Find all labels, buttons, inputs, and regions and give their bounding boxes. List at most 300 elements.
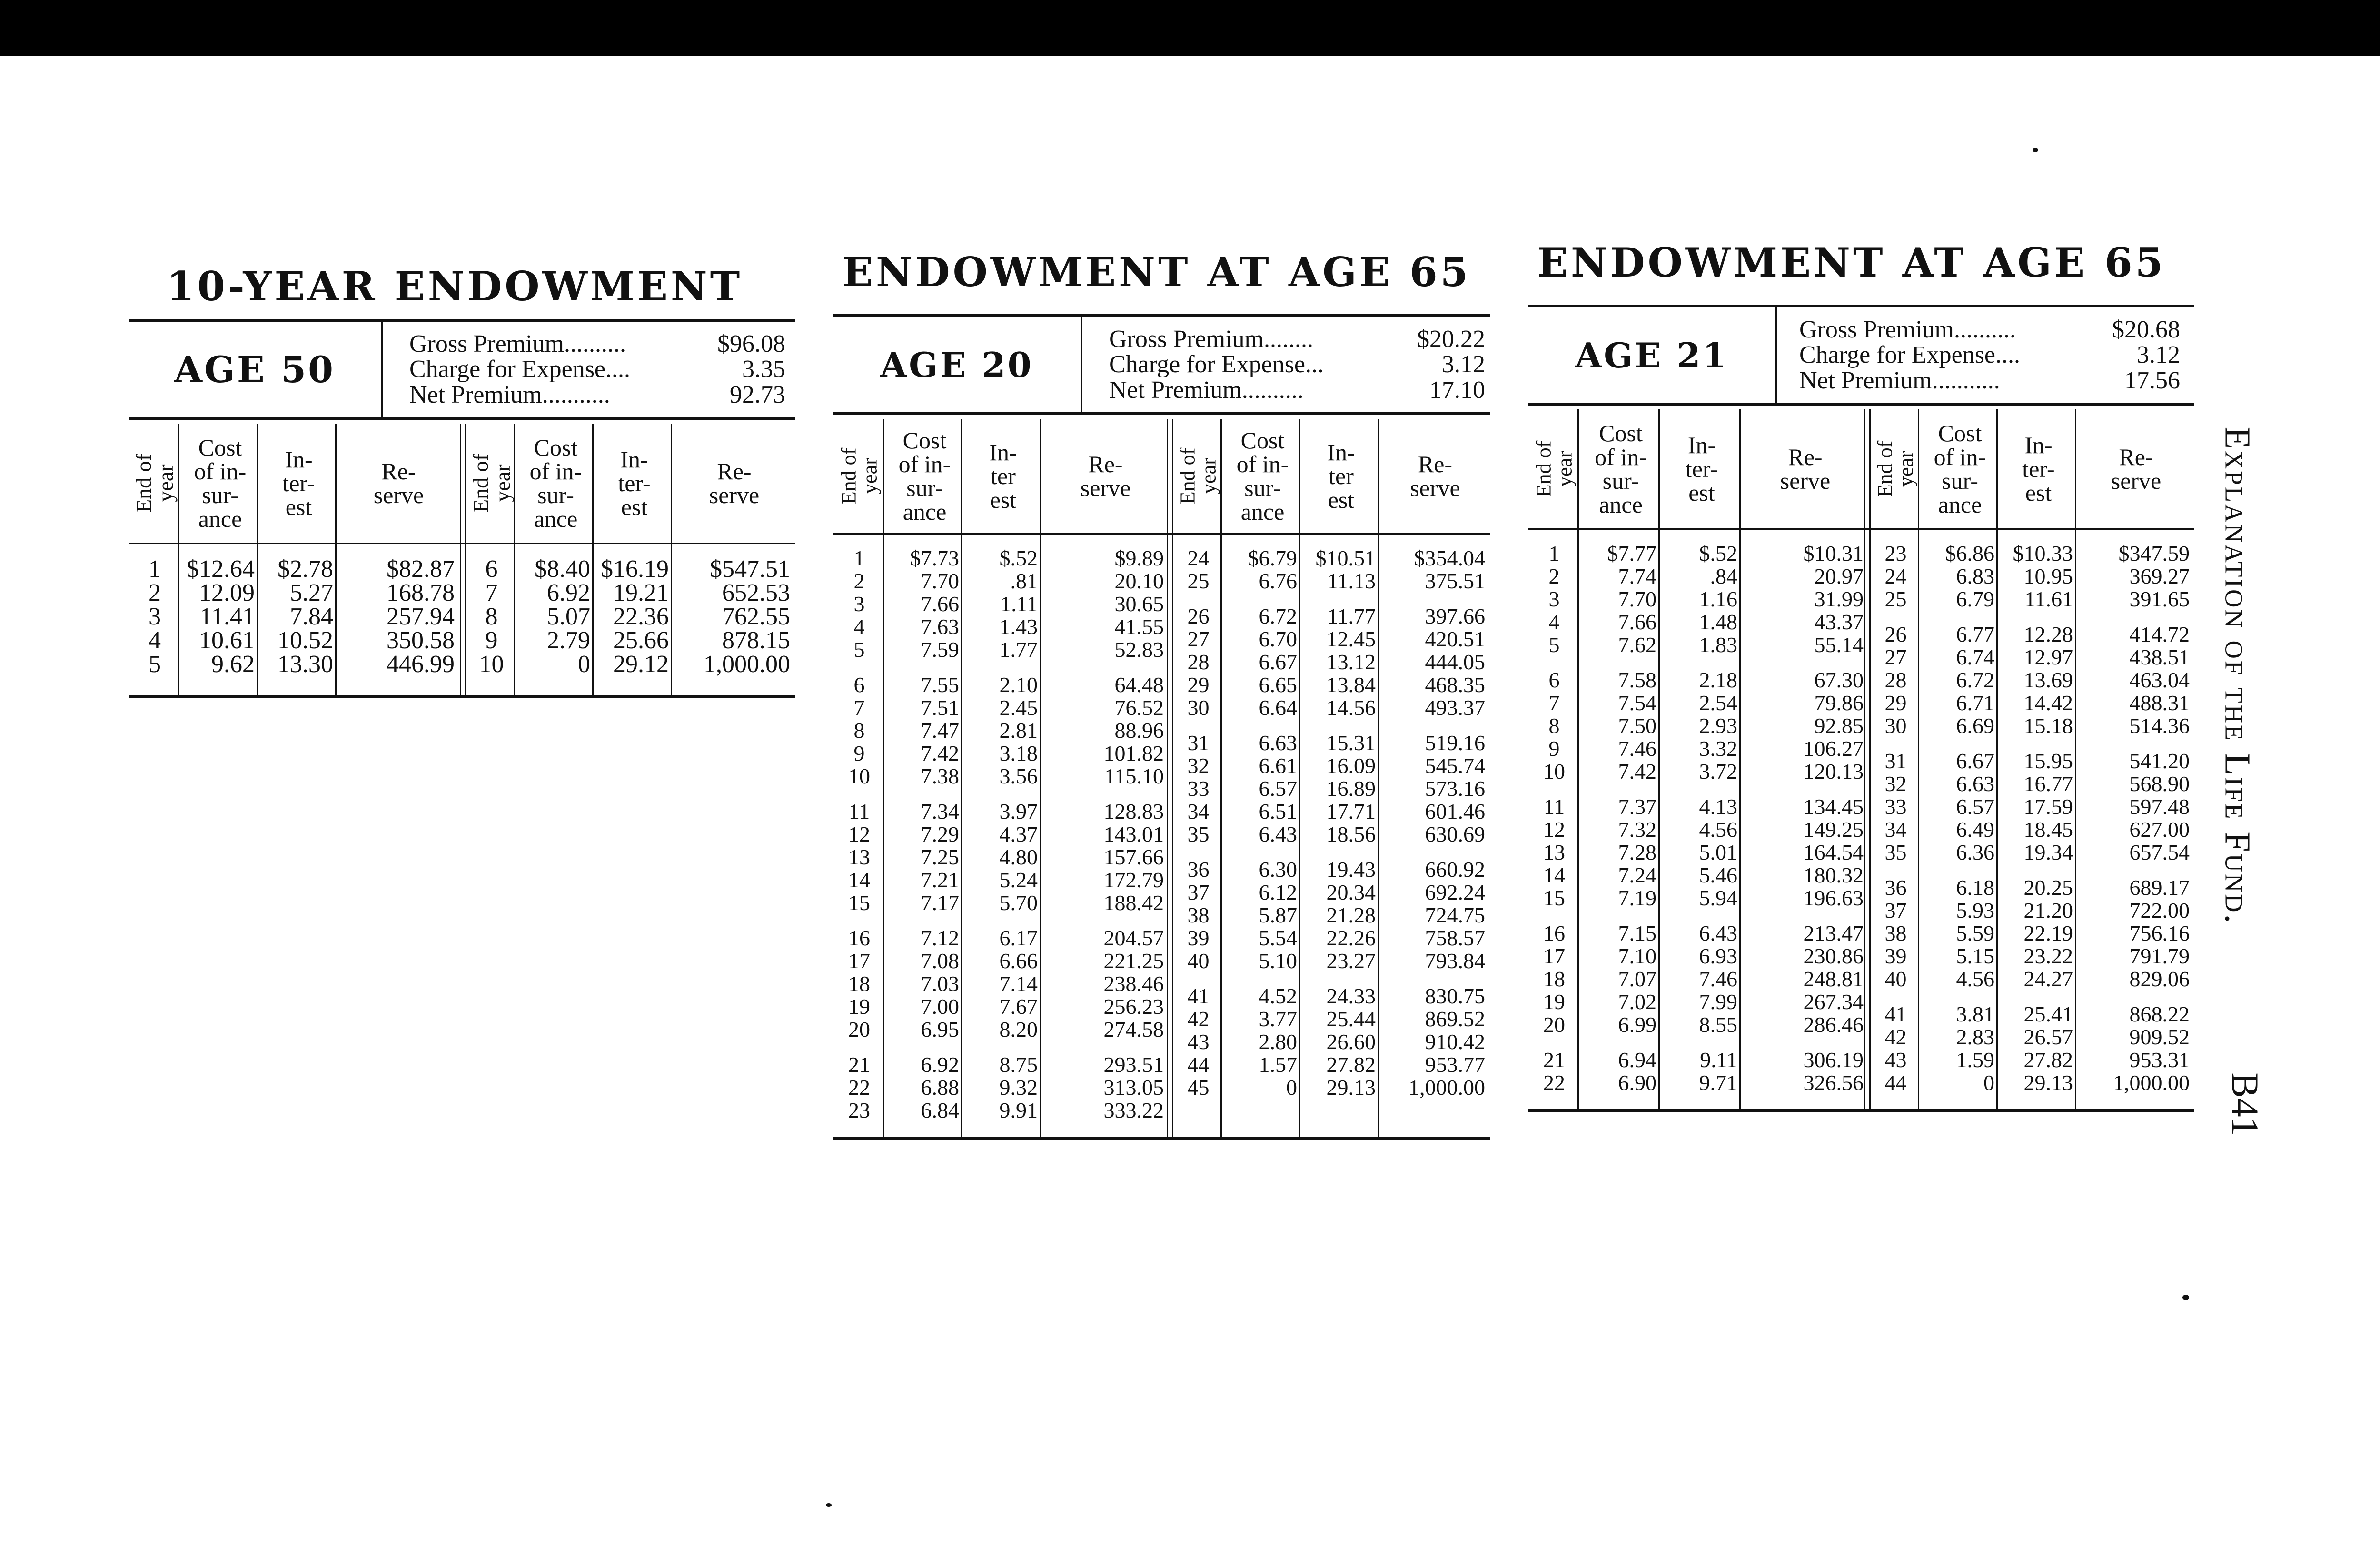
table-cell-res: 1,000.00 — [2113, 1070, 2190, 1095]
table-cell-eoy: 3 — [149, 603, 161, 630]
table-cell-res: 43.37 — [1814, 610, 1864, 634]
table-cell-res: 630.69 — [1425, 822, 1485, 846]
table-cell-int: 11.13 — [1327, 569, 1376, 593]
charge-for-expense-row — [1109, 352, 1485, 377]
table-cell-int: 1.16 — [1699, 587, 1737, 611]
net-premium-value: 17.10 — [1429, 376, 1485, 404]
table-cell-int: 12.45 — [1326, 627, 1376, 651]
table-cell-int: 11.77 — [1327, 604, 1376, 628]
table-cell-cost: 7.74 — [1618, 564, 1656, 588]
table-cell-int: 5.01 — [1699, 840, 1737, 864]
col-header-int: In- ter- est — [282, 446, 315, 520]
table-cell-eoy: 42 — [1884, 1025, 1907, 1049]
gross-premium-label: Gross Premium.......... — [1799, 316, 2016, 344]
table-cell-cost: 5.10 — [1259, 949, 1297, 973]
net-premium-label: Net Premium........... — [1799, 367, 2000, 394]
table-cell-eoy: 11 — [1543, 794, 1565, 819]
net-premium-value: 92.73 — [730, 381, 785, 408]
table-cell-cost: 6.63 — [1956, 772, 1994, 796]
table-cell-eoy: 33 — [1884, 794, 1907, 819]
table-cell-cost: $7.73 — [910, 546, 959, 570]
table-cell-int: 14.42 — [2023, 691, 2073, 715]
table-cell-res: 756.16 — [2129, 921, 2190, 945]
col-header-res: Re- serve — [1780, 444, 1831, 494]
table-cell-int: 20.34 — [1326, 880, 1376, 904]
table-cell-cost: $6.79 — [1248, 546, 1297, 570]
table-cell-eoy: 11 — [848, 799, 870, 823]
table-cell-cost: 3.81 — [1956, 1002, 1994, 1026]
table-cell-cost: 7.28 — [1618, 840, 1656, 864]
table-cell-eoy: 31 — [1884, 749, 1907, 773]
table-cell-cost: 6.74 — [1956, 645, 1994, 669]
table-cell-int: 21.20 — [2023, 898, 2073, 922]
table-cell-eoy: 28 — [1187, 650, 1210, 674]
col-header-res: Re- serve — [2111, 444, 2162, 494]
table-cell-int: 15.18 — [2023, 714, 2073, 738]
table-cell-cost: 7.34 — [921, 799, 959, 823]
table-cell-int: 29.12 — [613, 651, 669, 678]
table-cell-eoy: 37 — [1187, 880, 1210, 904]
age-label: AGE 21 — [1528, 307, 1777, 403]
table-cell-eoy: 33 — [1187, 776, 1210, 801]
table-cell-res: 101.82 — [1103, 741, 1164, 765]
table-cell-eoy: 16 — [848, 926, 870, 950]
table-cell-int: 5.70 — [999, 891, 1038, 915]
table-cell-eoy: 6 — [853, 673, 865, 697]
table-cell-eoy: 9 — [1548, 736, 1560, 761]
table-cell-int: 8.20 — [999, 1017, 1038, 1041]
table-cell-res: 149.25 — [1803, 817, 1864, 842]
table-cell-res: 1,000.00 — [1408, 1075, 1485, 1100]
table-cell-eoy: 12 — [1543, 817, 1565, 842]
table-cell-res: 188.42 — [1103, 891, 1164, 915]
table-cell-int: 2.81 — [999, 718, 1038, 743]
table-cell-cost: 12.09 — [199, 579, 255, 606]
table-cell-res: 115.10 — [1104, 764, 1164, 788]
table-cell-int: 2.10 — [999, 673, 1038, 697]
table-cell-int: $16.19 — [601, 555, 669, 583]
table-cell-cost: 6.61 — [1259, 753, 1297, 778]
table-cell-eoy: 29 — [1884, 691, 1907, 715]
column-rule — [592, 424, 594, 695]
column-rule — [178, 424, 179, 695]
table-cell-res: 31.99 — [1814, 587, 1864, 611]
table-cell-eoy: 24 — [1884, 564, 1907, 588]
table-cell-eoy: 7 — [853, 695, 865, 720]
column-rule — [1739, 409, 1741, 1109]
table-cell-res: 397.66 — [1425, 604, 1485, 628]
table-cell-eoy: 38 — [1187, 903, 1210, 927]
table-cell-int: 25.44 — [1326, 1007, 1376, 1031]
table-cell-int: 15.95 — [2023, 749, 2073, 773]
table-cell-res: 597.48 — [2129, 794, 2190, 819]
table-cell-eoy: 9 — [485, 627, 498, 654]
table-cell-res: 120.13 — [1803, 759, 1864, 783]
table-cell-int: 9.71 — [1699, 1070, 1737, 1095]
margin-title — [2209, 267, 2266, 1085]
col-header-end-of-year-text: End of year — [1532, 440, 1576, 497]
column-rule — [671, 424, 672, 695]
table-cell-res: 493.37 — [1425, 695, 1485, 720]
table-cell-res: 791.79 — [2129, 944, 2190, 968]
table-cell-eoy: 2 — [853, 569, 865, 593]
table-cell-res: 52.83 — [1114, 637, 1164, 662]
table-cell-cost: 6.84 — [921, 1098, 959, 1122]
table-cell-int: $2.78 — [278, 555, 333, 583]
col-header-int: In- ter est — [1327, 439, 1355, 513]
table-cell-cost: 6.92 — [547, 579, 590, 606]
table-cell-int: 7.46 — [1699, 967, 1737, 991]
table-cell-cost: 6.70 — [1259, 627, 1297, 651]
table-cell-res: 55.14 — [1814, 633, 1864, 657]
table-cell-int: 2.93 — [1699, 714, 1737, 738]
table-cell-cost: 5.54 — [1259, 926, 1297, 950]
table-cell-int: 19.21 — [613, 579, 669, 606]
table-bottom-rule — [129, 695, 795, 698]
table-cell-cost: 6.99 — [1618, 1012, 1656, 1037]
table-cell-int: 18.56 — [1326, 822, 1376, 846]
table-cell-int: 4.56 — [1699, 817, 1737, 842]
table-cell-cost: 2.83 — [1956, 1025, 1994, 1049]
table-cell-res: 438.51 — [2129, 645, 2190, 669]
table-cell-res: 444.05 — [1425, 650, 1485, 674]
table-cell-res: 238.46 — [1103, 971, 1164, 996]
table-cell-int: 13.30 — [278, 651, 333, 678]
scan-top-border — [0, 0, 2380, 56]
table-cell-int: 22.26 — [1326, 926, 1376, 950]
col-header-end-of-year — [1173, 419, 1223, 533]
table-cell-res: 391.65 — [2129, 587, 2190, 611]
table-cell-cost: 6.12 — [1259, 880, 1297, 904]
table-cell-res: 446.99 — [387, 651, 455, 678]
table-cell-cost: 4.56 — [1956, 967, 1994, 991]
table-cell-cost: 6.49 — [1956, 817, 1994, 842]
table-cell-eoy: 17 — [848, 949, 870, 973]
table-cell-int: 29.13 — [2023, 1070, 2073, 1095]
table-cell-int: 3.72 — [1699, 759, 1737, 783]
table-cell-res: 248.81 — [1803, 967, 1864, 991]
net-premium-value: 17.56 — [2124, 367, 2180, 394]
table-cell-int: 2.18 — [1699, 668, 1737, 692]
table-cell-cost: 6.69 — [1956, 714, 1994, 738]
table-cell-res: 601.46 — [1425, 799, 1485, 823]
table-cell-res: 76.52 — [1114, 695, 1164, 720]
column-rule — [257, 424, 258, 695]
net-premium-label: Net Premium.......... — [1109, 376, 1304, 404]
speck-mark — [2182, 1295, 2189, 1300]
table-cell-res: 333.22 — [1103, 1098, 1164, 1122]
table-cell-eoy: 3 — [853, 592, 865, 616]
table-cell-cost: 7.12 — [921, 926, 959, 950]
table-cell-eoy: 25 — [1884, 587, 1907, 611]
table-cell-eoy: 1 — [1548, 541, 1560, 565]
charge-for-expense-label: Charge for Expense.... — [409, 356, 631, 383]
table-cell-eoy: 14 — [848, 868, 870, 892]
column-rule — [1577, 409, 1579, 1109]
table-cell-int: $10.51 — [1315, 546, 1376, 570]
table-cell-cost: 6.95 — [921, 1017, 959, 1041]
col-header-end-of-year — [466, 424, 516, 543]
table-cell-res: 910.42 — [1425, 1030, 1485, 1054]
column-headers — [1528, 409, 2194, 530]
table-cell-res: 221.25 — [1103, 949, 1164, 973]
table-cell-int: 6.17 — [999, 926, 1038, 950]
table-cell-cost: 5.15 — [1956, 944, 1994, 968]
charge-for-expense-row — [409, 357, 785, 382]
table-cell-eoy: 34 — [1187, 799, 1210, 823]
table-cell-cost: 7.37 — [1618, 794, 1656, 819]
table-cell-res: 878.15 — [722, 627, 790, 654]
table-cell-int: 25.41 — [2023, 1002, 2073, 1026]
table-cell-res: $354.04 — [1414, 546, 1485, 570]
table-cell-int: 12.28 — [2023, 622, 2073, 646]
table-cell-eoy: 27 — [1187, 627, 1210, 651]
table-cell-cost: 7.47 — [921, 718, 959, 743]
table-cell-int: 2.45 — [999, 695, 1038, 720]
table-cell-int: 3.32 — [1699, 736, 1737, 761]
table-cell-int: 24.33 — [1326, 984, 1376, 1008]
table-cell-cost: $12.64 — [187, 555, 255, 583]
table-cell-res: 134.45 — [1803, 794, 1864, 819]
table-cell-cost: 2.80 — [1259, 1030, 1297, 1054]
table-cell-res: 830.75 — [1425, 984, 1485, 1008]
table-cell-eoy: 41 — [1884, 1002, 1907, 1026]
column-headers — [833, 419, 1490, 535]
table-title: 10-YEAR ENDOWMENT — [167, 263, 743, 310]
col-header-end-of-year-text: End of year — [468, 454, 515, 513]
table-cell-cost: 7.58 — [1618, 668, 1656, 692]
table-cell-cost: 7.07 — [1618, 967, 1656, 991]
table-cell-cost: 6.71 — [1956, 691, 1994, 715]
table-cell-res: $347.59 — [2118, 541, 2190, 565]
table-cell-eoy: 21 — [848, 1052, 870, 1077]
col-header-cost: Cost of in- sur- ance — [1934, 420, 1986, 518]
table-cell-cost: 9.62 — [211, 651, 255, 678]
table-cell-cost: 7.66 — [921, 592, 959, 616]
table-cell-eoy: 31 — [1187, 731, 1210, 755]
table-cell-res: 541.20 — [2129, 749, 2190, 773]
table-cell-res: 463.04 — [2129, 668, 2190, 692]
table-cell-int: 19.43 — [1326, 857, 1376, 882]
table-cell-res: 257.94 — [387, 603, 455, 630]
table-cell-cost: 7.03 — [921, 971, 959, 996]
table-cell-int: 6.43 — [1699, 921, 1737, 945]
table-cell-eoy: 43 — [1884, 1048, 1907, 1072]
table-title: ENDOWMENT AT AGE 65 — [843, 248, 1471, 296]
table-cell-res: $82.87 — [387, 555, 455, 583]
table-cell-eoy: 7 — [485, 579, 498, 606]
table-cell-cost: 6.63 — [1259, 731, 1297, 755]
table-cell-int: 16.89 — [1326, 776, 1376, 801]
column-rule — [1220, 419, 1222, 1137]
table-cell-cost: 7.70 — [921, 569, 959, 593]
table-cell-cost: 7.42 — [1618, 759, 1656, 783]
table-cell-cost: 7.17 — [921, 891, 959, 915]
col-header-end-of-year-text: End of year — [1176, 447, 1220, 505]
column-rule — [1918, 409, 1919, 1109]
age-label: AGE 50 — [129, 322, 383, 417]
table-cell-res: 20.97 — [1814, 564, 1864, 588]
table-cell-int: 8.55 — [1699, 1012, 1737, 1037]
table-cell-int: 8.75 — [999, 1052, 1038, 1077]
table-cell-int: 1.43 — [999, 614, 1038, 639]
table-cell-res: 168.78 — [387, 579, 455, 606]
table-cell-cost: 7.66 — [1618, 610, 1656, 634]
table-cell-int: 27.82 — [1326, 1052, 1376, 1077]
table-cell-res: $547.51 — [710, 555, 790, 583]
table-cell-cost: 7.24 — [1618, 863, 1656, 887]
table-cell-res: 689.17 — [2129, 875, 2190, 900]
table-cell-cost: 7.55 — [921, 673, 959, 697]
table-cell-eoy: 26 — [1884, 622, 1907, 646]
col-header-cost: Cost of in- sur- ance — [898, 427, 951, 525]
table-cell-res: 306.19 — [1803, 1048, 1864, 1072]
table-cell-res: 88.96 — [1114, 718, 1164, 743]
table-cell-eoy: 18 — [848, 971, 870, 996]
charge-for-expense-value: 3.35 — [742, 356, 785, 383]
table-cell-int: 6.66 — [999, 949, 1038, 973]
gross-premium-value: $20.68 — [2112, 316, 2180, 344]
table-cell-res: 350.58 — [387, 627, 455, 654]
table-cell-res: 573.16 — [1425, 776, 1485, 801]
table-cell-cost: 6.67 — [1259, 650, 1297, 674]
table-cell-res: 293.51 — [1103, 1052, 1164, 1077]
net-premium-row — [1109, 377, 1485, 403]
table-cell-int: 22.36 — [613, 603, 669, 630]
table-cell-cost: 6.92 — [921, 1052, 959, 1077]
table-cell-cost: 6.90 — [1618, 1070, 1656, 1095]
table-cell-res: 267.34 — [1803, 990, 1864, 1014]
table-cell-int: 13.69 — [2023, 668, 2073, 692]
table-cell-eoy: 39 — [1187, 926, 1210, 950]
table-cell-res: 868.22 — [2129, 1002, 2190, 1026]
table-cell-int: 12.97 — [2023, 645, 2073, 669]
table-cell-cost: 7.38 — [921, 764, 959, 788]
table-cell-int: 15.31 — [1326, 731, 1376, 755]
table-cell-eoy: 22 — [1543, 1070, 1565, 1095]
table-cell-res: 545.74 — [1425, 753, 1485, 778]
charge-for-expense-value: 3.12 — [1442, 351, 1485, 378]
table-cell-eoy: 4 — [1548, 610, 1560, 634]
table-cell-res: 180.32 — [1803, 863, 1864, 887]
col-header-cost: Cost of in- sur- ance — [1595, 420, 1647, 518]
premium-header — [129, 319, 795, 420]
column-rule — [2075, 409, 2076, 1109]
table-cell-eoy: 29 — [1187, 673, 1210, 697]
net-premium-label: Net Premium........... — [409, 381, 610, 408]
table-cell-eoy: 45 — [1187, 1075, 1210, 1100]
table-cell-eoy: 19 — [848, 994, 870, 1019]
table-cell-cost: 7.54 — [1618, 691, 1656, 715]
table-cell-int: 24.27 — [2023, 967, 2073, 991]
table-cell-res: 20.10 — [1114, 569, 1164, 593]
table-cell-res: 79.86 — [1814, 691, 1864, 715]
table-cell-res: 758.57 — [1425, 926, 1485, 950]
table-cell-int: 26.60 — [1326, 1030, 1376, 1054]
table-cell-eoy: 16 — [1543, 921, 1565, 945]
table-cell-int: $.52 — [1699, 541, 1737, 565]
table-cell-cost: 7.62 — [1618, 633, 1656, 657]
table-cell-eoy: 44 — [1884, 1070, 1907, 1095]
col-header-end-of-year-text: End of year — [131, 454, 178, 513]
table-cell-res: 164.54 — [1803, 840, 1864, 864]
table-cell-int: 1.48 — [1699, 610, 1737, 634]
table-cell-cost: 6.83 — [1956, 564, 1994, 588]
table-divider-double — [460, 424, 466, 695]
table-cell-res: 468.35 — [1425, 673, 1485, 697]
table-cell-res: 420.51 — [1425, 627, 1485, 651]
col-header-cost: Cost of in- sur- ance — [529, 434, 582, 532]
table-cell-cost: 10.61 — [199, 627, 255, 654]
table-cell-res: 326.56 — [1803, 1070, 1864, 1095]
col-header-end-of-year — [833, 419, 885, 533]
table-cell-eoy: 5 — [149, 651, 161, 678]
table-divider-double — [1864, 409, 1871, 1109]
table-cell-eoy: 6 — [1548, 668, 1560, 692]
col-header-end-of-year — [129, 424, 181, 543]
premium-breakdown — [409, 322, 785, 417]
table-cell-cost: 5.93 — [1956, 898, 1994, 922]
table-cell-eoy: 24 — [1187, 546, 1210, 570]
table-cell-eoy: 4 — [853, 614, 865, 639]
table-cell-eoy: 12 — [848, 822, 870, 846]
table-cell-cost: 2.79 — [547, 627, 590, 654]
table-cell-int: 7.67 — [999, 994, 1038, 1019]
table-cell-eoy: 4 — [149, 627, 161, 654]
table-cell-cost: 6.64 — [1259, 695, 1297, 720]
column-rule — [1658, 409, 1660, 1109]
table-cell-int: .84 — [1710, 564, 1737, 588]
table-cell-res: 172.79 — [1103, 868, 1164, 892]
premium-header — [1528, 305, 2194, 406]
table-cell-int: 7.14 — [999, 971, 1038, 996]
table-cell-cost: 7.15 — [1618, 921, 1656, 945]
table-cell-eoy: 30 — [1884, 714, 1907, 738]
table-cell-res: 762.55 — [722, 603, 790, 630]
table-cell-eoy: 36 — [1187, 857, 1210, 882]
table-cell-cost: 7.21 — [921, 868, 959, 892]
table-cell-res: 30.65 — [1114, 592, 1164, 616]
table-cell-res: 92.85 — [1814, 714, 1864, 738]
table-divider-double — [1167, 419, 1173, 1137]
table-cell-int: 26.57 — [2023, 1025, 2073, 1049]
table-cell-cost: 7.63 — [921, 614, 959, 639]
table-cell-eoy: 17 — [1543, 944, 1565, 968]
table-cell-int: 3.56 — [999, 764, 1038, 788]
table-cell-cost: 6.67 — [1956, 749, 1994, 773]
table-cell-cost: 6.51 — [1259, 799, 1297, 823]
table-cell-cost: $8.40 — [535, 555, 590, 583]
column-rule — [335, 424, 337, 695]
table-cell-int: 1.11 — [1000, 592, 1038, 616]
table-cell-int: 5.27 — [290, 579, 333, 606]
table-cell-int: 13.12 — [1326, 650, 1376, 674]
table-cell-cost: 6.57 — [1956, 794, 1994, 819]
gross-premium-value: $96.08 — [717, 330, 785, 358]
table-cell-cost: 6.76 — [1259, 569, 1297, 593]
col-header-end-of-year-text: End of year — [837, 447, 881, 505]
table-cell-res: 722.00 — [2129, 898, 2190, 922]
table-cell-int: 1.83 — [1699, 633, 1737, 657]
table-cell-eoy: 19 — [1543, 990, 1565, 1014]
table-cell-eoy: 36 — [1884, 875, 1907, 900]
table-cell-cost: 6.79 — [1956, 587, 1994, 611]
table-cell-res: 909.52 — [2129, 1025, 2190, 1049]
table-cell-eoy: 41 — [1187, 984, 1210, 1008]
table-cell-eoy: 2 — [149, 579, 161, 606]
table-cell-eoy: 7 — [1548, 691, 1560, 715]
table-cell-eoy: 40 — [1884, 967, 1907, 991]
